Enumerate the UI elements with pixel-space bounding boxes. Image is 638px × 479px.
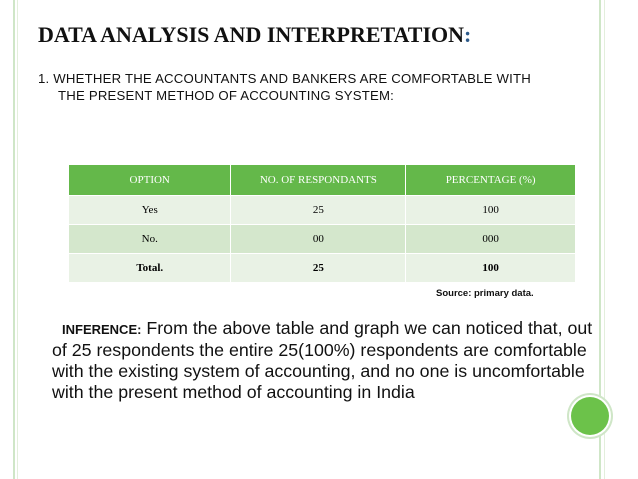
header-option: OPTION — [69, 165, 231, 196]
table-cell: 25 — [231, 196, 406, 225]
decorative-circle — [571, 397, 609, 435]
table-cell: 00 — [231, 225, 406, 254]
question-text — [38, 70, 598, 104]
inference-lead: INFERENCE: — [62, 322, 142, 337]
table-cell: 25 — [231, 254, 406, 283]
slide-title — [38, 22, 471, 48]
header-respondents: NO. OF RESPONDANTS — [231, 165, 406, 196]
table-row — [69, 196, 576, 225]
left-accent-line — [13, 0, 15, 479]
table-cell: No. — [69, 225, 231, 254]
table-row — [69, 225, 576, 254]
table-cell: Total. — [69, 254, 231, 283]
table-cell: 000 — [406, 225, 576, 254]
table-cell: 100 — [406, 254, 576, 283]
inference-paragraph — [52, 318, 600, 403]
slide-title-colon: : — [464, 22, 472, 47]
question-line-1: 1. WHETHER THE ACCOUNTANTS AND BANKERS ARE COMFORTABLE WITH — [38, 71, 531, 86]
table-header-row — [69, 165, 576, 196]
inference-text: From the above table and graph we can noticed that, out of 25 respondents the entire 25(100%) respondents are comfortable with the existing system of accounting, and no one is uncomfortable with the present method of accounting in India — [52, 318, 593, 402]
table-cell: Yes — [69, 196, 231, 225]
question-line-2: THE PRESENT METHOD OF ACCOUNTING SYSTEM: — [58, 88, 395, 103]
left-accent-line-thin — [17, 0, 18, 479]
table-row-total — [69, 254, 576, 283]
data-table — [68, 164, 576, 283]
source-note: Source: primary data. — [436, 288, 534, 299]
header-percentage: PERCENTAGE (%) — [406, 165, 576, 196]
table-cell: 100 — [406, 196, 576, 225]
slide-title-text: DATA ANALYSIS AND INTERPRETATION — [38, 22, 465, 47]
